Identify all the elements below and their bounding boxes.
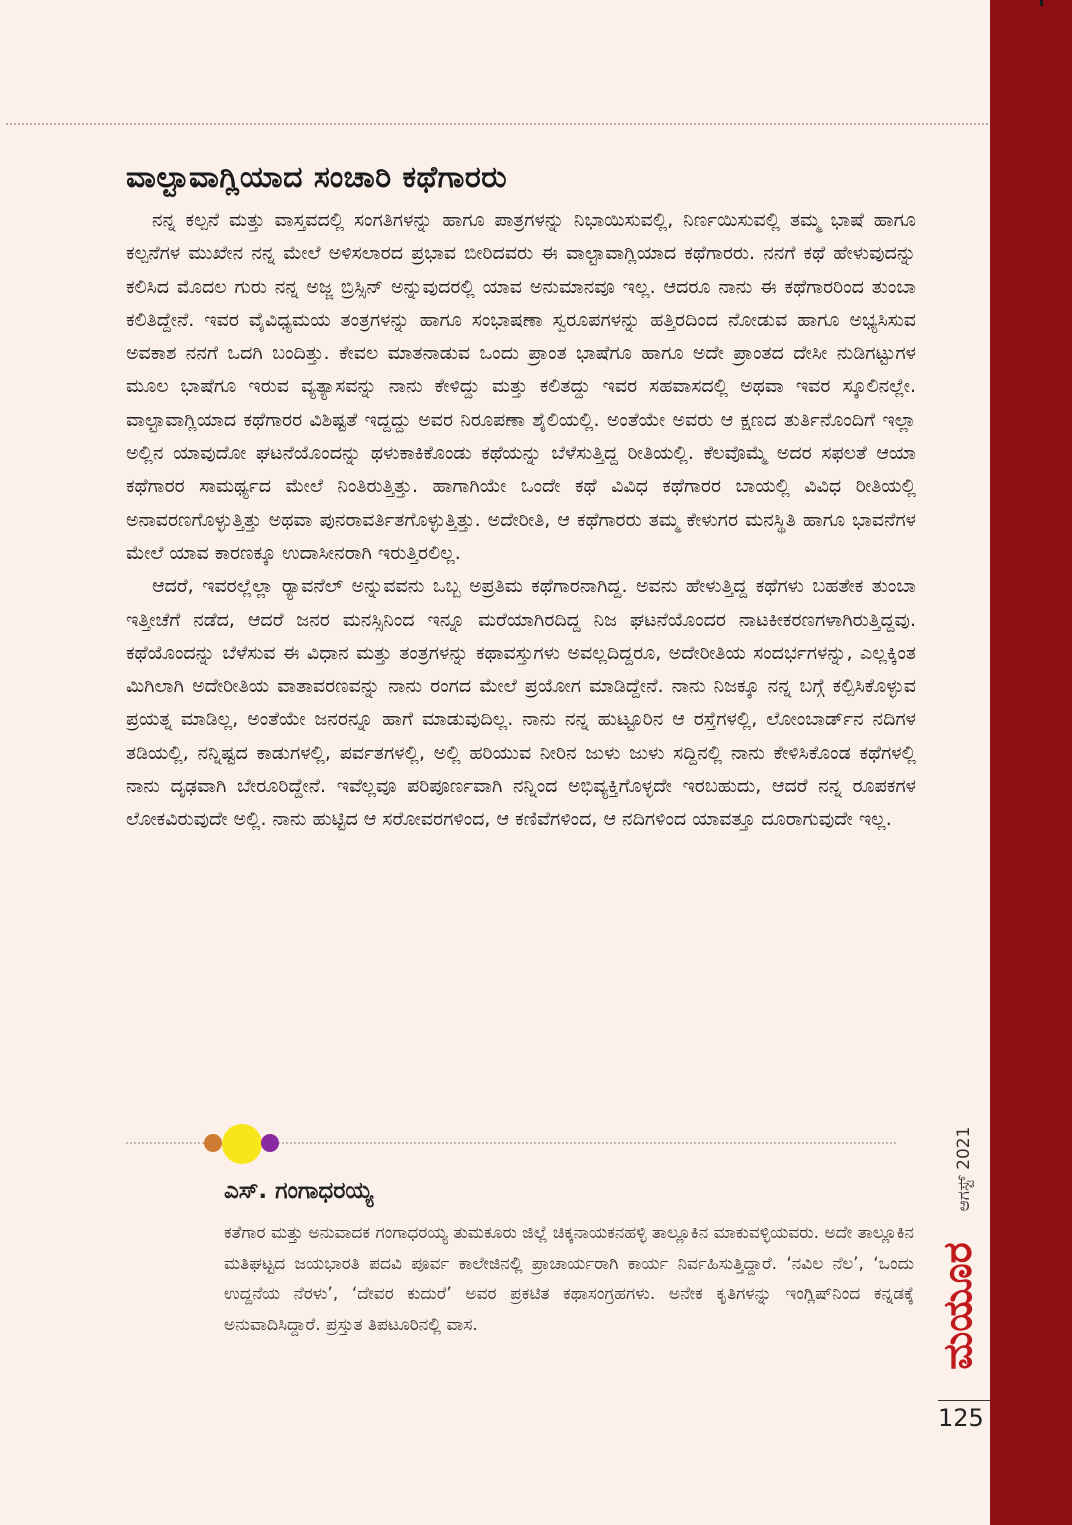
side-color-strip xyxy=(990,0,1072,1525)
magazine-logo xyxy=(926,1228,990,1384)
article xyxy=(126,160,916,837)
article-title: ವಾಲ್ಟಾವಾಗ್ಲಿಯಾದ ಸಂಚಾರಿ ಕಥೆಗಾರರು xyxy=(126,160,508,195)
article-paragraph-1: ನನ್ನ ಕಲ್ಪನೆ ಮತ್ತು ವಾಸ್ತವದಲ್ಲಿ ಸಂಗತಿಗಳನ್ನು ಹಾಗೂ ಪಾತ್ರಗಳನ್ನು ನಿಭಾಯಿಸುವಲ್ಲಿ, ನಿರ್ಣಯಿಸುವಲ್ಲಿ ತಮ್ಮ ಭಾಷೆ ಹಾಗೂ ಕಲ್ಪನೆಗಳ ಮುಖೇನ ನನ್ನ ಮೇಲೆ ಅಳಿಸಲಾರದ ಪ್ರಭಾವ ಬೀರಿದವರು ಈ ವಾಲ್ಟಾವಾಗ್ಲಿಯಾದ ಕಥೆಗಾರರು. ನನಗೆ ಕಥೆ ಹೇಳುವುದನ್ನು ಕಲಿಸಿದ ಮೊದಲ ಗುರು ನನ್ನ ಅಜ್ಜ ಬ್ರಿಸ್ಸಿನ್ ಅನ್ನುವುದರಲ್ಲಿ ಯಾವ ಅನುಮಾನವೂ ಇಲ್ಲ. ಆದರೂ ನಾನು ಈ ಕಥೆಗಾರರಿಂದ ತುಂಬಾ ಕಲಿತಿದ್ದೇನೆ. ಇವರ ವೈವಿಧ್ಯಮಯ ತಂತ್ರಗಳನ್ನು ಹಾಗೂ ಸಂಭಾಷಣಾ ಸ್ವರೂಪಗಳನ್ನು ಹತ್ತಿರದಿಂದ ನೋಡುವ ಹಾಗೂ ಅಭ್ಯಸಿಸುವ ಅವಕಾಶ ನನಗೆ ಒದಗಿ ಬಂದಿತ್ತು. ಕೇವಲ ಮಾತನಾಡುವ ಒಂದು ಪ್ರಾಂತ ಭಾಷೆಗೂ ಹಾಗೂ ಅದೇ ಪ್ರಾಂತದ ದೇಸೀ ನುಡಿಗಟ್ಟುಗಳ ಮೂಲ ಭಾಷೆಗೂ ಇರುವ ವ್ಯತ್ಯಾಸವನ್ನು ನಾನು ಕೇಳಿದ್ದು ಮತ್ತು ಕಲಿತದ್ದು ಇವರ ಸಹವಾಸದಲ್ಲಿ ಅಥವಾ ಇವರ ಸ್ಕೂಲಿನಲ್ಲೇ. ವಾಲ್ಟಾವಾಗ್ಲಿಯಾದ ಕಥೆಗಾರರ ವಿಶಿಷ್ಟತೆ ಇದ್ದದ್ದು ಅವರ ನಿರೂಪಣಾ ಶೈಲಿಯಲ್ಲಿ. ಅಂತೆಯೇ ಅವರು ಆ ಕ್ಷಣದ ತುರ್ತಿನೊಂದಿಗೆ ಇಲ್ಲಾ ಅಲ್ಲಿನ ಯಾವುದೋ ಘಟನೆಯೊಂದನ್ನು ಥಳುಕಾಕಿಕೊಂಡು ಕಥೆಯನ್ನು ಬೆಳೆಸುತ್ತಿದ್ದ ರೀತಿಯಲ್ಲಿ. ಕೆಲವೊಮ್ಮೆ ಅದರ ಸಫಲತೆ ಆಯಾ ಕಥೆಗಾರರ ಸಾಮರ್ಥ್ಯದ ಮೇಲೆ ನಿಂತಿರುತ್ತಿತ್ತು. ಹಾಗಾಗಿಯೇ ಒಂದೇ ಕಥೆ ವಿವಿಧ ಕಥೆಗಾರರ ಬಾಯಲ್ಲಿ ವಿವಿಧ ರೀತಿಯಲ್ಲಿ ಅನಾವರಣಗೊಳ್ಳುತ್ತಿತ್ತು ಅಥವಾ ಪುನರಾವರ್ತಿತಗೊಳ್ಳುತ್ತಿತ್ತು. ಅದೇರೀತಿ, ಆ ಕಥೆಗಾರರು ತಮ್ಮ ಕೇಳುಗರ ಮನಸ್ಥಿತಿ ಹಾಗೂ ಭಾವನೆಗಳ ಮೇಲೆ ಯಾವ ಕಾರಣಕ್ಕೂ ಉದಾಸೀನರಾಗಿ ಇರುತ್ತಿರಲಿಲ್ಲ. xyxy=(126,209,916,564)
author-bio: ಕತೆಗಾರ ಮತ್ತು ಅನುವಾದಕ ಗಂಗಾಧರಯ್ಯ ತುಮಕೂರು ಜಿಲ್ಲೆ ಚಿಕ್ಕನಾಯಕನಹಳ್ಳಿ ತಾಲ್ಲೂಕಿನ ಮಾಕುವಳ್ಳಿಯವರು. ಅದೇ ತಾಲ್ಲೂಕಿನ ಮತಿಘಟ್ಟದ ಜಯಭಾರತಿ ಪದವಿ ಪೂರ್ವ ಕಾಲೇಜಿನಲ್ಲಿ ಪ್ರಾಚಾರ್ಯರಾಗಿ ಕಾರ್ಯ ನಿರ್ವಹಿಸುತ್ತಿದ್ದಾರೆ. ‘ನವಿಲ ನೆಲ’, ‘ಒಂದು ಉದ್ದನೆಯ ನೆರಳು’, ‘ದೇವರ ಕುದುರೆ’ ಅವರ ಪ್ರಕಟಿತ ಕಥಾಸಂಗ್ರಹಗಳು. ಅನೇಕ ಕೃತಿಗಳನ್ನು ಇಂಗ್ಲಿಷ್‌ನಿಂದ ಕನ್ನಡಕ್ಕೆ ಅನುವಾದಿಸಿದ್ದಾರೆ. ಪ್ರಸ್ತುತ ತಿಪಟೂರಿನಲ್ಲಿ ವಾಸ. xyxy=(224,1223,914,1335)
author-name: ಎಸ್. ಗಂಗಾಧರಯ್ಯ xyxy=(224,1178,374,1204)
top-dotted-rule xyxy=(6,123,1072,125)
magazine-logo-text: ಮಯೂರ xyxy=(935,1242,981,1370)
divider-orange-dot xyxy=(204,1134,222,1152)
divider-purple-dot xyxy=(261,1134,279,1152)
page-number-rule xyxy=(938,1400,990,1401)
divider-yellow-dot xyxy=(222,1124,262,1164)
author-box xyxy=(224,1178,914,1340)
article-paragraph-2: ಆದರೆ, ಇವರಲ್ಲೆಲ್ಲಾ ರ್‍ಯಾವನೆಲ್ ಅನ್ನುವವನು ಒಬ್ಬ ಅಪ್ರತಿಮ ಕಥೆಗಾರನಾಗಿದ್ದ. ಅವನು ಹೇಳುತ್ತಿದ್ದ ಕಥೆಗಳು ಬಹತೇಕ ತುಂಬಾ ಇತ್ತೀಚೆಗೆ ನಡೆದ, ಆದರೆ ಜನರ ಮನಸ್ಸಿನಿಂದ ಇನ್ನೂ ಮರೆಯಾಗಿರದಿದ್ದ ನಿಜ ಘಟನೆಯೊಂದರ ನಾಟಕೀಕರಣಗಳಾಗಿರುತ್ತಿದ್ದವು. ಕಥೆಯೊಂದನ್ನು ಬೆಳೆಸುವ ಈ ವಿಧಾನ ಮತ್ತು ತಂತ್ರಗಳನ್ನು ಕಥಾವಸ್ತುಗಳು ಅವಲ್ಲದಿದ್ದರೂ, ಅದೇರೀತಿಯ ಸಂದರ್ಭಗಳನ್ನು, ಎಲ್ಲಕ್ಕಿಂತ ಮಿಗಿಲಾಗಿ ಅದೇರೀತಿಯ ವಾತಾವರಣವನ್ನು ನಾನು ರಂಗದ ಮೇಲೆ ಪ್ರಯೋಗ ಮಾಡಿದ್ದೇನೆ. ನಾನು ನಿಜಕ್ಕೂ ನನ್ನ ಬಗ್ಗೆ ಕಲ್ಪಿಸಿಕೊಳ್ಳುವ ಪ್ರಯತ್ನ ಮಾಡಿಲ್ಲ, ಅಂತೆಯೇ ಜನರನ್ನೂ ಹಾಗೆ ಮಾಡುವುದಿಲ್ಲ. ನಾನು ನನ್ನ ಹುಟ್ಟೂರಿನ ಆ ರಸ್ತೆಗಳಲ್ಲಿ, ಲೋಂಬಾರ್ಡ್‌ನ ನದಿಗಳ ತಡಿಯಲ್ಲಿ, ನನ್ನಿಷ್ಟದ ಕಾಡುಗಳಲ್ಲಿ, ಪರ್ವತಗಳಲ್ಲಿ, ಅಲ್ಲಿ ಹರಿಯುವ ನೀರಿನ ಜುಳು ಜುಳು ಸದ್ದಿನಲ್ಲಿ ನಾನು ಕೇಳಿಸಿಕೊಂಡ ಕಥೆಗಳಲ್ಲಿ ನಾನು ದೃಢವಾಗಿ ಬೇರೂರಿದ್ದೇನೆ. ಇವೆಲ್ಲವೂ ಪರಿಪೂರ್ಣವಾಗಿ ನನ್ನಿಂದ ಅಭಿವ್ಯಕ್ತಿಗೊಳ್ಳದೇ ಇರಬಹುದು, ಆದರೆ ನನ್ನ ರೂಪಕಗಳ ಲೋಕವಿರುವುದೇ ಅಲ್ಲಿ. ನಾನು ಹುಟ್ಟಿದ ಆ ಸರೋವರಗಳಿಂದ, ಆ ಕಣಿವೆಗಳಿಂದ, ಆ ನದಿಗಳಿಂದ ಯಾವತ್ತೂ ದೂರಾಗುವುದೇ ಇಲ್ಲ. xyxy=(126,575,916,831)
page-number: 125 xyxy=(938,1404,984,1432)
crop-mark xyxy=(1040,0,1043,6)
issue-date-text: ಆಗಸ್ಟ್ 2021 xyxy=(954,1126,974,1212)
issue-date xyxy=(944,1124,984,1214)
